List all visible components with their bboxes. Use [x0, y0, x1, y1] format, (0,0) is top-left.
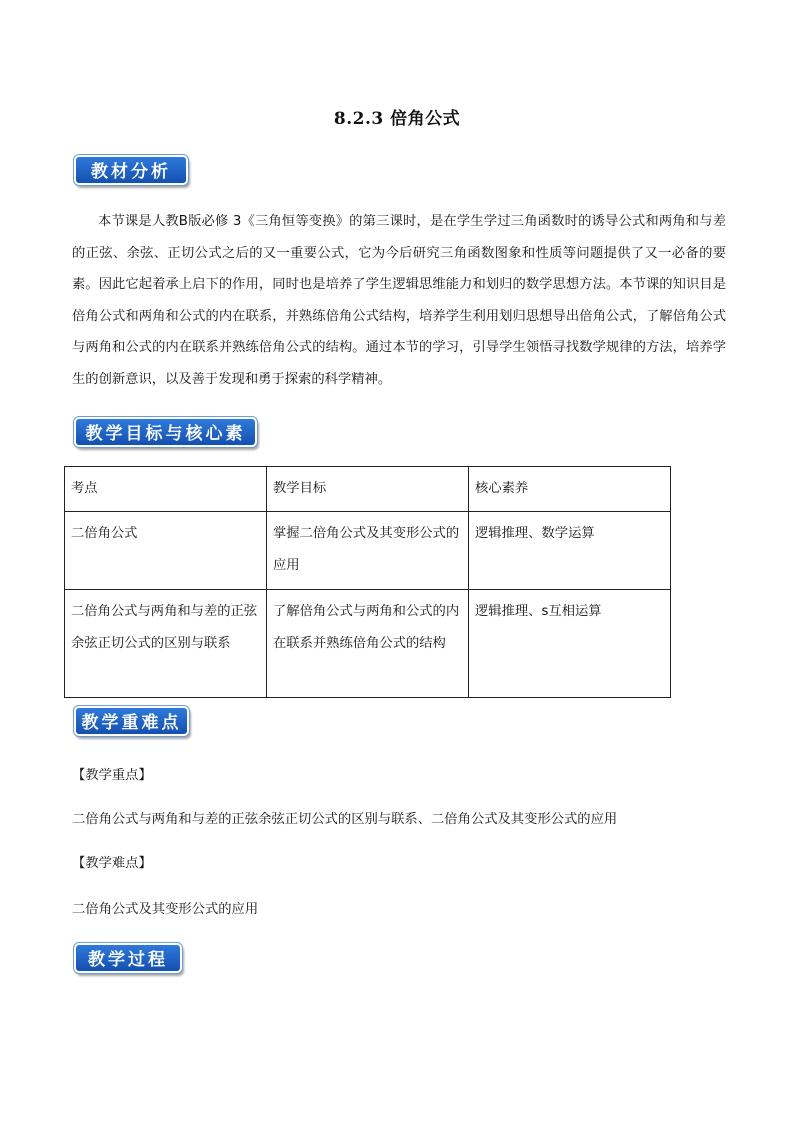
key-text: 二倍角公式与两角和与差的正弦余弦正切公式的区别与联系、二倍角公式及其变形公式的应用 [72, 812, 618, 827]
table-cell: 掌握二倍角公式及其变形公式的应用 [267, 512, 469, 590]
table-header-cell: 教学目标 [267, 467, 469, 512]
difficult-heading: 【教学难点】 [72, 856, 152, 871]
table-header-cell: 核心素养 [469, 467, 671, 512]
analysis-paragraph: 本节课是人教B版必修 3《三角恒等变换》的第三课时，是在学生学过三角函数时的诱导公式和两角和与差的正弦、余弦、正切公式之后的又一重要公式，它为今后研究三角函数图象和性质等问题提供了又一必备的要素。因此它起着承上启下的作用，同时也是培养了学生逻辑思维能力和划归的数学思想方法。本节课的知识目是倍角公式和两角和公式的内在联系，并熟练倍角公式结构，培养学生利用划归思想导出倍角公式，了解倍角公式与两角和公式的内在联系并熟练倍角公式的结构。通过本节的学习，引导学生领悟寻找数学规律的方法，培养学生的创新意识，以及善于发现和勇于探索的科学精神。 [72, 214, 726, 387]
section-badge-process: 教学过程 [74, 943, 182, 973]
table-header-cell: 考点 [65, 467, 267, 512]
table-cell: 了解倍角公式与两角和公式的内在联系并熟练倍角公式的结构 [267, 590, 469, 698]
section-badge-analysis: 教材分析 [74, 155, 188, 185]
document-title: 8.2.3 倍角公式 [333, 109, 461, 129]
table-cell: 二倍角公式 [65, 512, 267, 590]
key-heading: 【教学重点】 [72, 768, 152, 783]
table-header-row [65, 467, 671, 512]
table-cell: 逻辑推理、数学运算 [469, 512, 671, 590]
difficult-text: 二倍角公式及其变形公式的应用 [72, 902, 259, 917]
section-badge-key-points: 教学重难点 [74, 706, 189, 736]
section-badge-goals: 教学目标与核心素养 [74, 417, 257, 447]
table-row [65, 512, 671, 590]
table-cell: 二倍角公式与两角和与差的正弦余弦正切公式的区别与联系 [65, 590, 267, 698]
goals-table [64, 466, 671, 698]
table-cell: 逻辑推理、s互相运算 [469, 590, 671, 698]
table-row [65, 590, 671, 698]
